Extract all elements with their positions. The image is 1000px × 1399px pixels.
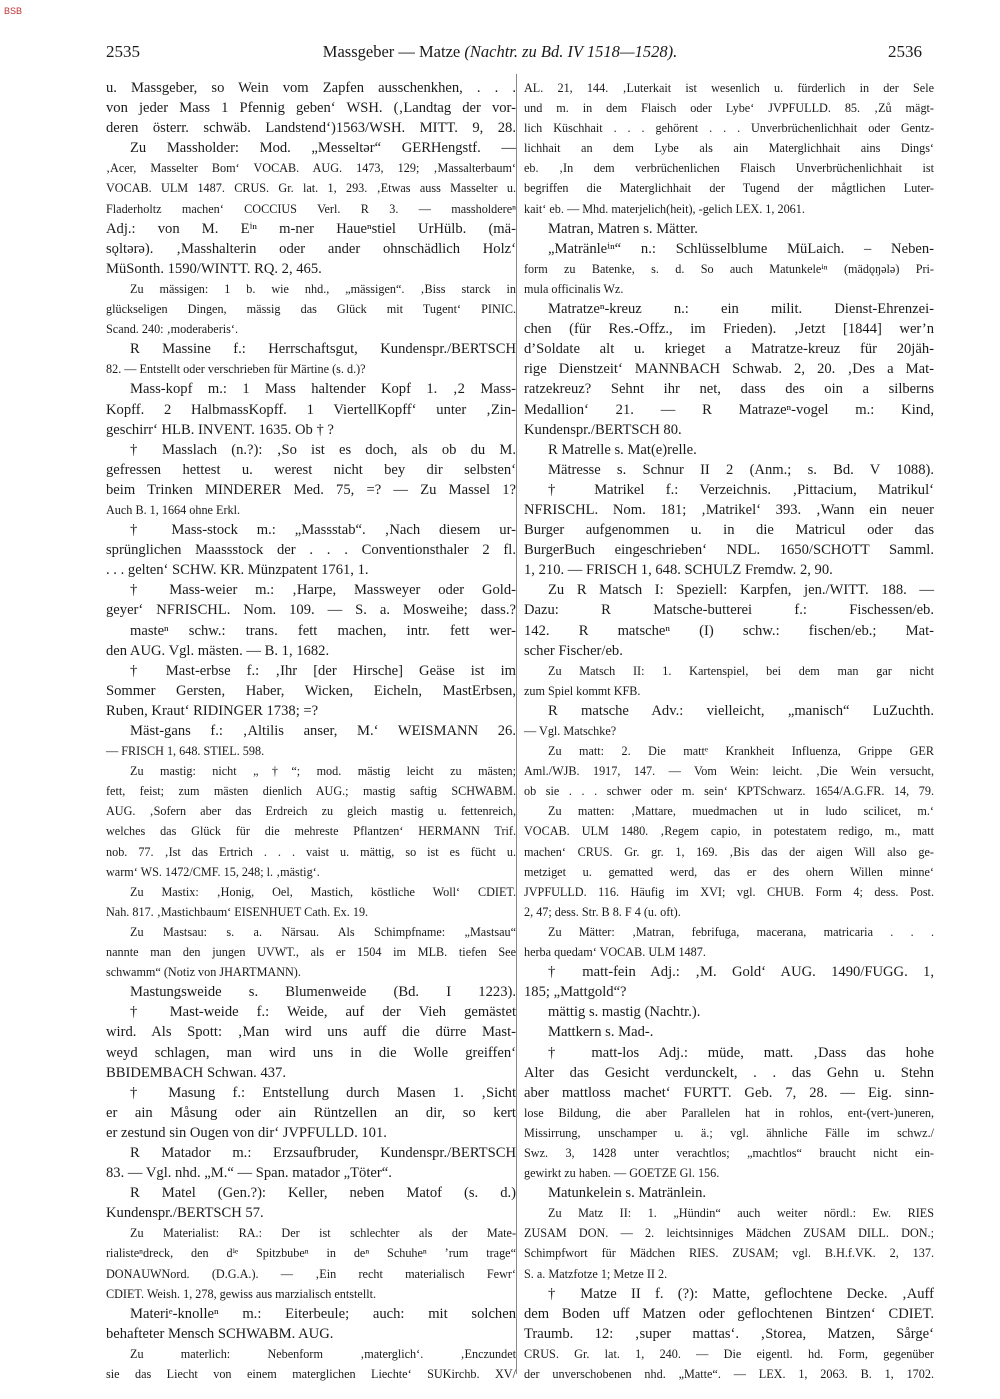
text-line: schwamm“ (Notiz von JHARTMANN). xyxy=(106,965,301,980)
text-line: Ruben, Kraut‘ RIDINGER 1738; =? xyxy=(106,702,319,719)
text-line: weyd schlagen, man wird uns in die Wolle greiffen‘ xyxy=(106,1044,516,1061)
text-line: † Mast-erbse f.: ‚Ihr [der Hirsche] Geäse ist im xyxy=(130,662,516,679)
text-line: JVPFULLD. 116. Häufig im XVI; vgl. CHUB. Form 4; dess. Post. xyxy=(524,884,934,899)
text-line: Missirrung, unschamper u. ä.; vgl. ähnliche Fälle im schwz./ xyxy=(524,1125,934,1140)
text-line: sprünglichen Maassstock der . . . Conventionsthaler 2 fl. xyxy=(106,542,516,559)
text-line: ZUSAM DON. — 2. leichtsinniges Mädchen ZUSAM DILL. DON.; xyxy=(524,1226,934,1241)
text-line: Traumb. 12: ‚super mattas‘. ‚Storea, Matzen, Sårge‘ xyxy=(524,1325,934,1342)
text-line: 142. R matscheⁿ (I) schw.: fischen/eb.; Mat- xyxy=(524,622,934,639)
text-line: metziget u. gematted werd, das er des ohern Willen minne‘ xyxy=(524,864,934,879)
text-line: † Mass-stock m.: „Massstab“. ‚Nach diesem ur- xyxy=(130,522,516,539)
text-line: Matratzeⁿ-kreuz n.: ein milit. Dienst-Ehrenzei- xyxy=(548,301,934,318)
text-line: NFRISCHL. Nom. 181; ‚Matrikel‘ 393. ‚Wann ein neuer xyxy=(524,501,934,518)
text-line: † Mast-weide f.: Weide, auf der Vieh gemästet xyxy=(130,1004,516,1021)
text-line: er ain Måsung oder ain Rüntzellen an dir, so kert xyxy=(106,1104,516,1121)
text-line: Zu matten: ‚Mattare, muedmachen ut in ludo scilicet, m.‘ xyxy=(548,804,934,819)
text-line: nannte man den jungen UVWT., als er 1504 im MLB. tiefen See xyxy=(106,945,516,960)
text-line: rialisteⁿdreck, den dⁱᵉ Spitzbubeⁿ in deⁿ Schuheⁿ ’rum trage“ xyxy=(106,1246,516,1261)
text-line: Adj.: von M. Eⁱⁿ m-ner Haueⁿstiel UrHülb. (mä- xyxy=(106,220,516,237)
text-line: Zu matt: 2. Die mattᵉ Krankheit Influenza, Grippe GER xyxy=(548,744,934,759)
text-line: Zu Mätter: ‚Matran, febrifuga, macerana, matricaria . . . xyxy=(548,924,934,939)
text-line: † matt-fein Adj.: ‚M. Gold‘ AUG. 1490/FUGG. 1, xyxy=(548,964,934,981)
text-line: BBIDEMBACH Schwan. 437. xyxy=(106,1064,286,1081)
text-line: lose Bildung, die aber Parallelen hat in rohlos, ent-(vert-)uneren, xyxy=(524,1105,934,1120)
text-line: warm‘ WS. 1472/CMF. 15, 248; l. ‚mästig‘. xyxy=(106,864,320,879)
text-line: wird. Als Spott: ‚Man wird uns auff die dürre Mast- xyxy=(106,1024,516,1041)
text-line: Aml./WJB. 1917, 147. — Vom Wein: leicht. ‚Die Wein versucht, xyxy=(524,764,934,779)
text-line: lich Küschhait . . . gehörent . . . Unverbrüchenlichhait oder Gentz- xyxy=(524,121,934,136)
text-line: Matunkelein s. Matränlein. xyxy=(548,1185,707,1202)
text-line: VOCAB. ULM 1480. ‚Regem capio, in potestatem redigo, m., matt xyxy=(524,824,934,839)
text-line: Swz. 3, 1428 unter verachtlos; „machtlos“ braucht nicht ein- xyxy=(524,1145,934,1160)
text-line: Medallion‘ 21. — R Matrazeⁿ-vogel m.: Kind, xyxy=(524,401,934,418)
text-line: Matran, Matren s. Mätter. xyxy=(548,220,698,237)
text-line: „Matränleⁱⁿ“ n.: Schlüsselblume MüLaich. – Neben- xyxy=(548,240,934,257)
text-line: zum Spiel kommt KFB. xyxy=(524,683,641,698)
text-line: deren österr. schwäb. Landstend‘)1563/WSH. MITT. 9, 28. xyxy=(106,120,516,137)
text-line: R Matador m.: Erzsaufbruder, Kundenspr./BERTSCH xyxy=(130,1144,516,1161)
text-line: u. Massgeber, so Wein vom Zapfen ausschenkhen, . . . xyxy=(106,80,516,96)
text-line: herba quedam‘ VOCAB. ULM 1487. xyxy=(524,945,706,960)
text-line: gewirkt zu haben. — GOETZE Gl. 156. xyxy=(524,1166,720,1181)
text-line: Zu Massholder: Mod. „Messeltər“ GERHengstf. — xyxy=(130,140,516,157)
text-line: sǫltǝrǝ). ‚Masshalterin oder ander ohnschädlich Holz‘ xyxy=(106,240,516,257)
text-line: Mastungsweide s. Blumenweide (Bd. I 1223). xyxy=(130,984,516,1001)
text-line: Mäst-gans f.: ‚Altilis anser, M.‘ WEISMANN 26. xyxy=(130,723,516,739)
text-line: Zu materlich: Nebenform ‚materglich‘. ‚Enczundet xyxy=(130,1346,516,1361)
text-line: R Matrelle s. Mat(e)relle. xyxy=(548,441,697,458)
text-line: 83. — Vgl. nhd. „M.“ — Span. matador „Töter“. xyxy=(106,1165,392,1182)
text-line: BurgerBuch eingeschrieben‘ NDL. 1650/SCHOTT Samml. xyxy=(524,542,934,559)
text-line: — FRISCH 1, 648. STIEL. 598. xyxy=(106,744,265,759)
text-line: scher Fischer/eb. xyxy=(524,642,623,659)
text-line: begriffen die Materglichhait der Tugend der mågtlichen Luter- xyxy=(524,181,934,196)
left-column xyxy=(106,78,516,1384)
text-line: ratzekreuz? Sehnt ihr net, dass des oin a silberns xyxy=(524,381,934,398)
text-line: — Vgl. Matschke? xyxy=(524,724,617,738)
text-line: † Masung f.: Entstellung durch Masen 1. ‚Sicht xyxy=(130,1084,516,1101)
text-line: AUG. ‚Sofern aber das Erdreich zu gleich mastig u. fettenreich, xyxy=(106,804,516,819)
text-line: mula officinalis Wz. xyxy=(524,281,624,296)
text-line: Mass-kopf m.: 1 Mass haltender Kopf 1. ‚2 Mass- xyxy=(130,381,516,398)
text-line: Materiᵉ-knolleⁿ m.: Eiterbeule; auch: mit solchen xyxy=(130,1305,516,1322)
text-line: der unverschobenen nhd. „Matte“. — LEX. 1, 2063. B. 1, 1702. xyxy=(524,1367,934,1381)
text-line: welches das Glück für die mehreste Pflantzen‘ HERMANN Trif. xyxy=(106,824,516,839)
text-line: und m. in dem Flaisch oder Lybe‘ JVPFULLD. 85. ‚Zů mägt- xyxy=(524,101,934,116)
page-number-left: 2535 xyxy=(106,42,140,61)
text-line: geyer‘ NFRISCHL. Nom. 109. — S. a. Mosweihe; dass.? xyxy=(106,602,516,619)
text-line: CDIET. Weish. 1, 278, gewiss aus marzialisch entstellt. xyxy=(106,1286,377,1301)
text-line: Zu mässigen: 1 b. wie nhd., „mässigen“. ‚Biss starck in xyxy=(130,281,516,296)
text-line: Mattkern s. Mad-. xyxy=(548,1024,654,1041)
text-line: machen‘ CRUS. Gr. gr. 1, 169. ‚Bis das der aigen Will also ge- xyxy=(524,844,934,859)
text-line: kait‘ eb. — Mhd. materjelich(heit), -gelich LEX. 1, 2061. xyxy=(524,201,805,216)
text-line: er zestund sin Ougen von dir‘ JVPFULLD. 101. xyxy=(106,1124,387,1141)
running-head-title: Massgeber — Matze xyxy=(322,42,461,61)
text-line: geschirr‘ HLB. INVENT. 1635. Ob † ? xyxy=(106,421,334,438)
text-line: ob sie . . . schwer oder m. sein‘ KPTSchwarz. 1654/A.G.FR. 14, 79. xyxy=(524,784,934,799)
page-number-right: 2536 xyxy=(888,42,922,61)
text-line: beim Trinken MINDERER Med. 75, =? — Zu Massel 1? xyxy=(106,481,516,498)
text-line: rige Dienstzeit‘ MANNBACH Schwab. 2, 20. ‚Des a Mat- xyxy=(524,361,934,378)
text-line: † matt-los Adj.: müde, matt. ‚Dass das hohe xyxy=(548,1044,934,1061)
text-line: Zu Mastsau: s. a. Närsau. Als Schimpfname: „Mastsau“ xyxy=(130,924,516,939)
text-line: form zu Batenke, s. d. So auch Matunkeleⁱⁿ (mädǫŋǝlǝ) Pri- xyxy=(524,261,934,276)
text-line: Zu Materialist: RA.: Der ist schlechter als der Mate- xyxy=(130,1226,516,1241)
text-line: Scand. 240: ‚moderaberis‘. xyxy=(106,322,238,337)
text-line: glückseligen Dingen, mässig das Glück mit Tugent‘ PINIC. xyxy=(106,302,516,317)
text-line: lichhait an dem Lybe als ain Materglichhait ains Dings‘ xyxy=(524,141,934,156)
text-line: R Matel (Gen.?): Keller, neben Matof (s. d.) xyxy=(130,1185,516,1202)
text-line: R matsche Adv.: vielleicht, „manisch“ LuZuchth. xyxy=(548,702,934,719)
text-line: den AUG. Vgl. mästen. — B. 1, 1682. xyxy=(106,642,330,659)
text-line: S. a. Matzfotze 1; Metze II 2. xyxy=(524,1266,668,1281)
text-line: dem Boden uff Matzen oder geflochtenen Bintzen‘ CDIET. xyxy=(524,1305,934,1322)
text-line: ‚Acer, Masselter Bom‘ VOCAB. AUG. 1473, 129; ‚Massalterbaum‘ xyxy=(106,161,516,176)
text-line: behafteter Mensch SCHWABM. AUG. xyxy=(106,1325,334,1342)
text-line: mättig s. mastig (Nachtr.). xyxy=(548,1004,701,1021)
text-line: CRUS. Gr. lat. 1, 240. — Die eigentl. hd. Form, gegenüber xyxy=(524,1346,934,1361)
text-line: Nah. 817. ‚Mastichbaum‘ EISENHUET Cath. Ex. 19. xyxy=(106,904,369,919)
text-line: Kundenspr./BERTSCH 57. xyxy=(106,1205,264,1222)
text-line: † Matze II f. (?): Matte, geflochtene Decke. ‚Auff xyxy=(548,1285,934,1302)
library-stamp: BSB xyxy=(4,6,23,16)
text-line: Mätresse s. Schnur II 2 (Anm.; s. Bd. V 1088). xyxy=(548,461,934,478)
text-line: DONAUWNord. (D.G.A.). — ‚Ein recht materialisch Fewr‘ xyxy=(106,1266,516,1281)
text-line: Alter das Gesicht verdunckelt, . . das Gehn u. Stehn xyxy=(524,1064,934,1081)
text-line: . . . gelten‘ SCHW. KR. Münzpatent 1761, 1. xyxy=(106,562,369,579)
text-line: sie das Liecht von einem materglichen Liechte‘ SUKirchb. XV/ xyxy=(106,1367,516,1381)
text-line: Zu R Matsch I: Speziell: Karpfen, jen./WITT. 188. — xyxy=(548,582,934,599)
text-line: Kundenspr./BERTSCH 80. xyxy=(524,421,682,438)
text-line: R Massine f.: Herrschaftsgut, Kundenspr./BERTSCH xyxy=(130,341,516,358)
text-line: Zu mastig: nicht „†“; mod. mästig leicht zu mästen; xyxy=(130,764,516,779)
text-line: Schimpfwort für Mädchen RIES. ZUSAM; vgl. B.H.f.VK. 2, 137. xyxy=(524,1246,934,1261)
right-column xyxy=(524,78,934,1384)
column-divider xyxy=(516,74,517,1374)
text-line: chen (für Res.-Offz., im Frieden). ‚Jetzt [1844] wer’n xyxy=(524,321,934,338)
text-line: Burger aufgenommen u. in die Matricul oder das xyxy=(524,522,934,539)
text-line: masteⁿ schw.: trans. fett machen, intr. fett wer- xyxy=(130,622,516,639)
text-line: Zu Matsch II: 1. Kartenspiel, bei dem man gar nicht xyxy=(548,663,934,678)
text-line: 1, 210. — FRISCH 1, 648. SCHULZ Fremdw. 2, 90. xyxy=(524,562,833,579)
text-line: Zu Matz II: 1. „Hündin“ auch weiter nördl.: Ew. RIES xyxy=(548,1206,934,1221)
text-line: † Masslach (n.?): ‚So ist es doch, als ob du M. xyxy=(130,441,516,458)
text-line: gefressen hettest u. werest nicht bey dir selbsten‘ xyxy=(106,461,516,478)
text-line: Dazu: R Matsche-butterei f.: Fischessen/eb. xyxy=(524,602,934,619)
text-line: MüSonth. 1590/WINTT. RQ. 2, 465. xyxy=(106,260,322,277)
text-line: 82. — Entstellt oder verschrieben für Märtine (s. d.)? xyxy=(106,362,366,377)
text-line: † Mass-weier m.: ‚Harpe, Massweyer oder Gold- xyxy=(130,582,516,599)
text-line: aber mattloss machet‘ FURTT. Geb. 7, 28. — Eig. sinn- xyxy=(524,1084,934,1101)
text-line: Kopff. 2 HalbmassKopff. 1 ViertellKopff‘ unter ‚Zin- xyxy=(106,401,516,418)
text-line: von jeder Mass 1 Pfennig geben‘ WSH. (‚Landtag der vor- xyxy=(106,100,516,117)
text-line: Auch B. 1, 1664 ohne Erkl. xyxy=(106,502,241,517)
text-line: † Matrikel f.: Verzeichnis. ‚Pittacium, Matrikul‘ xyxy=(548,481,934,498)
text-line: 2, 47; dess. Str. B 8. F 4 (u. oft). xyxy=(524,904,681,919)
text-line: VOCAB. ULM 1487. CRUS. Gr. lat. 1, 293. ‚Etwas auss Masselter u. xyxy=(106,181,516,196)
text-line: AL. 21, 144. ‚Luterkait ist wesenlich u. fürderlich in der Sele xyxy=(524,81,934,95)
text-line: nob. 77. ‚Ist das Ertrich . . . vaist u. mättig, so ist es fücht u. xyxy=(106,844,516,859)
running-head-subtitle: (Nachtr. zu Bd. IV 1518—1528). xyxy=(464,42,678,61)
text-line: d’Soldate alt u. krieget a Matratze-kreuz für 20jäh- xyxy=(524,341,934,358)
text-line: eb. ‚In dem verbrüchenlichen Flaisch Unverbrüchenlichhait ist xyxy=(524,161,934,176)
text-line: Fladerholtz machen‘ COCCIUS Verl. R 3. — massholdereⁿ xyxy=(106,201,516,216)
text-line: 185; „Mattgold“? xyxy=(524,984,627,1001)
text-line: Zu Mastix: ‚Honig, Oel, Mastich, köstliche Woll‘ CDIET. xyxy=(130,884,516,899)
text-line: fett, feist; zum mästen dienlich AUG.; mastig saftig SCHWABM. xyxy=(106,784,516,799)
running-head xyxy=(0,42,1000,62)
text-line: Sommer Gersten, Haber, Wicken, Eicheln, MastErbsen, xyxy=(106,682,516,699)
